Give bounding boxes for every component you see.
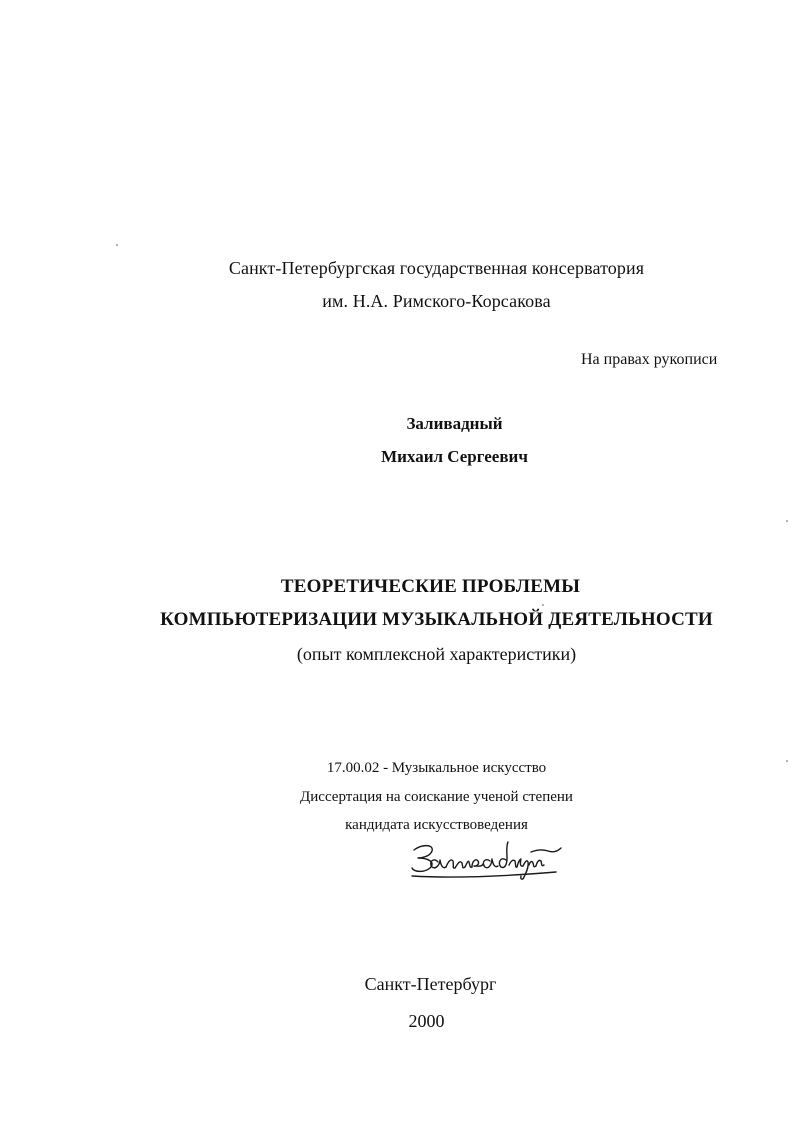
author-surname: Заливадный bbox=[406, 414, 503, 433]
institution-name: Санкт-Петербургская государственная консерватория bbox=[228, 258, 645, 278]
author-signature bbox=[406, 836, 566, 884]
specialty-code: 17.00.02 - Музыкальное искусство bbox=[326, 760, 547, 776]
degree-line-1: Диссертация на соискание ученой степени bbox=[300, 789, 573, 805]
manuscript-rights-note: На правах рукописи bbox=[581, 351, 718, 368]
thesis-subtitle: (опыт комплексной характеристики) bbox=[296, 644, 577, 664]
author-given-names: Михаил Сергеевич bbox=[381, 447, 528, 466]
degree-line-2: кандидата искусствоведения bbox=[345, 817, 528, 833]
scan-speck bbox=[786, 760, 788, 762]
publication-year: 2000 bbox=[408, 1011, 445, 1031]
scan-speck bbox=[116, 244, 118, 246]
thesis-title-line-1: ТЕОРЕТИЧЕСКИЕ ПРОБЛЕМЫ bbox=[280, 576, 581, 597]
publication-city: Санкт-Петербург bbox=[364, 974, 497, 994]
thesis-title-line-2: КОМПЬЮТЕРИЗАЦИИ МУЗЫКАЛЬНОЙ ДЕЯТЕЛЬНОСТИ bbox=[160, 609, 713, 630]
scan-speck bbox=[542, 604, 544, 606]
scan-speck bbox=[786, 520, 788, 522]
institution-subname: им. Н.А. Римского-Корсакова bbox=[322, 291, 551, 311]
